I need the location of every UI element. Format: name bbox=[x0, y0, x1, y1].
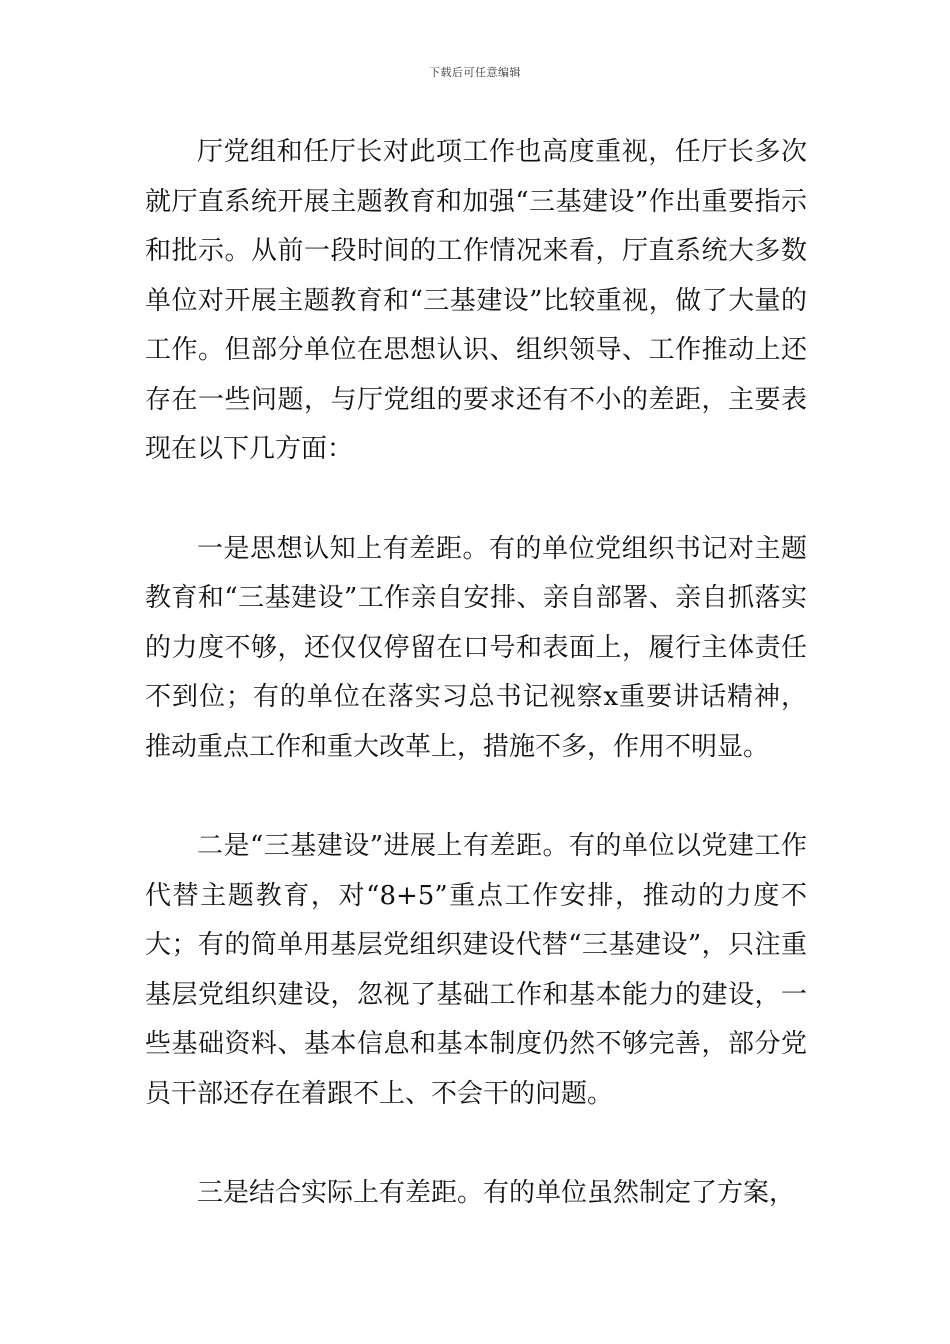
page-header: 下载后可任意编辑 bbox=[429, 66, 521, 79]
paragraph-intro: 厅党组和任厅长对此项工作也高度重视，任厅长多次就厅直系统开展主题教育和加强“三基建设”作出重要指示和批示。从前一段时间的工作情况来看，厅直系统大多数单位对开展主题教育和“三基建设”比较重视，做了大量的工作。但部分单位在思想认识、组织领导、工作推动上还存在一些问题，与厅党组的要求还有不小的差距，主要表现在以下几方面： bbox=[145, 137, 807, 464]
paragraph-gap bbox=[145, 475, 807, 525]
paragraph-point-two: 二是“三基建设”进展上有差距。有的单位以党建工作代替主题教育，对“8+5”重点工作安排，推动的力度不大；有的简单用基层党组织建设代替“三基建设”，只注重基层党组织建设，忽视了基础工作和基本能力的建设，一些基础资料、基本信息和基本制度仍然不够完善，部分党员干部还存在着跟不上、不会干的问题。 bbox=[145, 831, 807, 1109]
paragraph-point-one: 一是思想认知上有差距。有的单位党组织书记对主题教育和“三基建设”工作亲自安排、亲自部署、亲自抓落实的力度不够，还仅仅停留在口号和表面上，履行主体责任不到位；有的单位在落实习总书记视察x重要讲话精神，推动重点工作和重大改革上，措施不多，作用不明显。 bbox=[145, 533, 807, 762]
document-body bbox=[145, 128, 807, 1219]
paragraph-point-three: 三是结合实际上有差距。有的单位虽然制定了方案， bbox=[197, 1178, 796, 1208]
paragraph-gap bbox=[145, 772, 807, 822]
paragraph-gap bbox=[145, 1119, 807, 1169]
